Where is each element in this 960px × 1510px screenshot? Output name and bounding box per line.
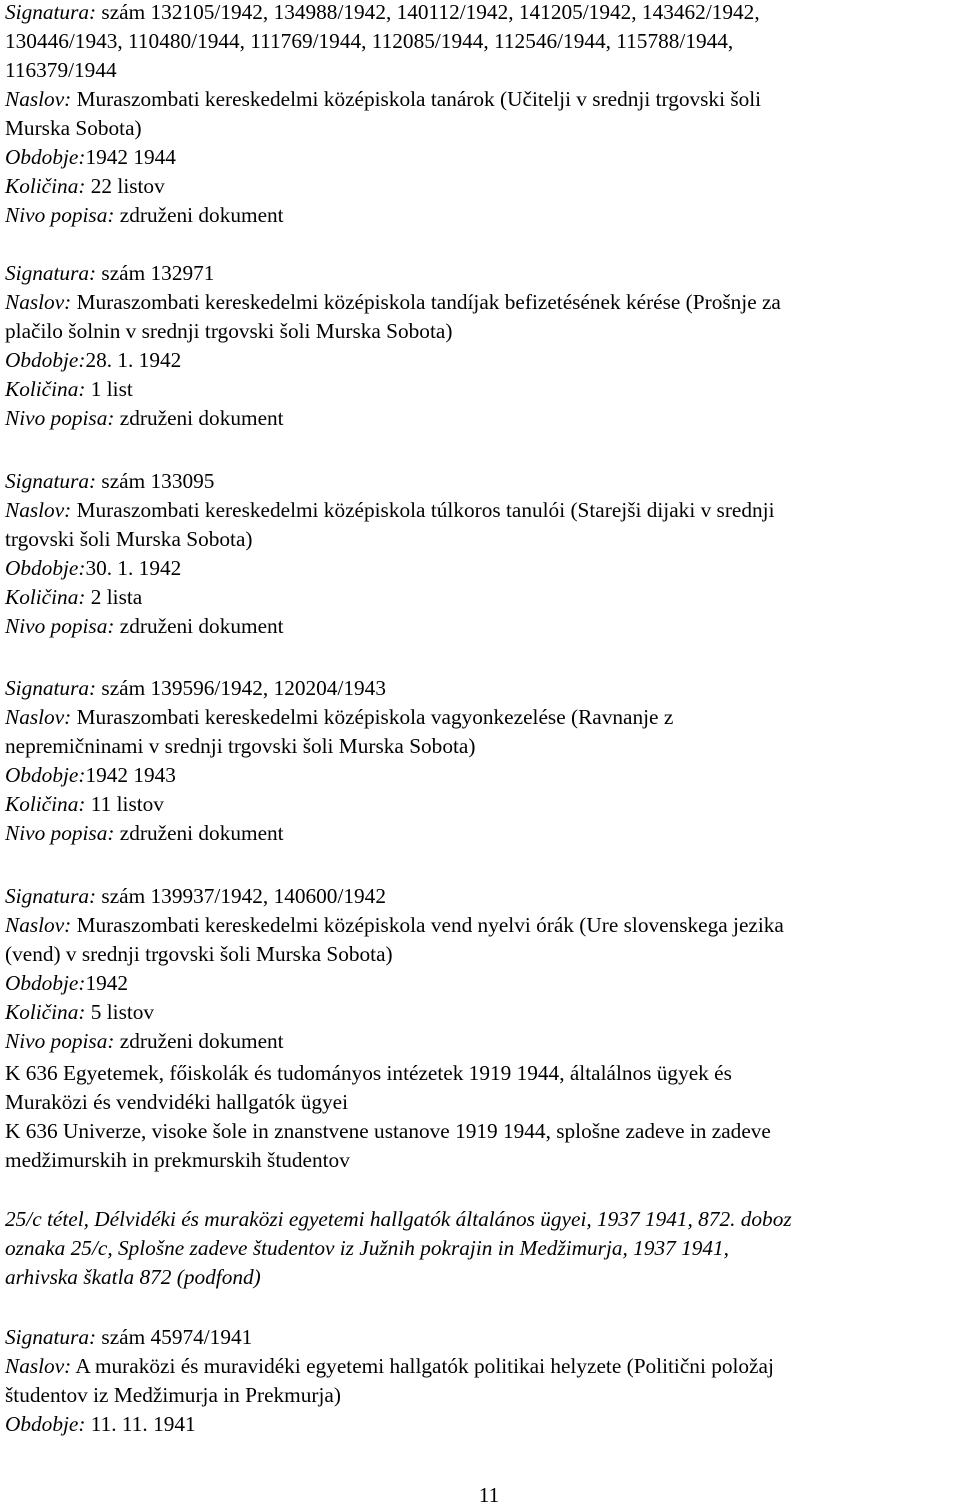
naslov-label: Naslov:: [5, 290, 72, 314]
naslov-value: Muraszombati kereskedelmi középiskola vend nyelvi órák (Ure slovenskega jezika: [71, 913, 784, 937]
record-5-nivo: [5, 1027, 284, 1056]
obdobje-label: Obdobje:: [5, 348, 86, 372]
signatura-value: szám 139596/1942, 120204/1943: [96, 676, 386, 700]
record-2-obdobje: [5, 346, 181, 375]
kolicina-value: 2 lista: [85, 585, 143, 609]
record-2-naslov-line-1: [5, 288, 781, 317]
signatura-label: Signatura:: [5, 0, 97, 24]
record-5-kolicina: [5, 998, 154, 1027]
kolicina-value: 11 listov: [85, 792, 164, 816]
kolicina-value: 22 listov: [85, 174, 165, 198]
nivo-label: Nivo popisa:: [5, 821, 115, 845]
signatura-label: Signatura:: [5, 676, 97, 700]
record-2-kolicina: [5, 375, 133, 404]
obdobje-label: Obdobje:: [5, 971, 86, 995]
signatura-value: szám 139937/1942, 140600/1942: [96, 884, 386, 908]
record-4-naslov-line-2: nepremičninami v srednji trgovski šoli Murska Sobota): [5, 734, 476, 758]
nivo-value: združeni dokument: [114, 203, 284, 227]
record-1-signatura-line-1: [5, 0, 760, 27]
record-6-naslov-line-1: [5, 1352, 774, 1381]
record-5-naslov-line-1: [5, 911, 784, 940]
naslov-value: Muraszombati kereskedelmi középiskola tandíjak befizetésének kérése (Prošnje za: [71, 290, 781, 314]
record-2-nivo: [5, 404, 284, 433]
record-4-signatura: [5, 674, 386, 703]
signatura-label: Signatura:: [5, 261, 97, 285]
record-3-signatura: [5, 467, 214, 496]
signatura-label: Signatura:: [5, 1325, 97, 1349]
nivo-label: Nivo popisa:: [5, 406, 115, 430]
naslov-value: Muraszombati kereskedelmi középiskola vagyonkezelése (Ravnanje z: [71, 705, 674, 729]
naslov-label: Naslov:: [5, 1354, 72, 1378]
signatura-value: szám 133095: [96, 469, 215, 493]
record-4-kolicina: [5, 790, 164, 819]
fond-line-3: K 636 Univerze, visoke šole in znanstvene ustanove 1919 1944, splošne zadeve in zadeve: [5, 1119, 771, 1143]
record-1-naslov-line-2: Murska Sobota): [5, 116, 142, 140]
kolicina-label: Količina:: [5, 377, 86, 401]
kolicina-label: Količina:: [5, 792, 86, 816]
obdobje-value: 1942 1943: [85, 763, 176, 787]
nivo-label: Nivo popisa:: [5, 614, 115, 638]
signatura-label: Signatura:: [5, 469, 97, 493]
record-3-obdobje: [5, 554, 181, 583]
record-5-naslov-line-2: (vend) v srednji trgovski šoli Murska Sobota): [5, 942, 393, 966]
record-1-obdobje: [5, 143, 176, 172]
nivo-label: Nivo popisa:: [5, 1029, 115, 1053]
nivo-value: združeni dokument: [114, 614, 284, 638]
record-4-obdobje: [5, 761, 176, 790]
record-6-obdobje: [5, 1410, 196, 1439]
subfond-line-2: oznaka 25/c, Splošne zadeve študentov iz Južnih pokrajin in Medžimurja, 1937 1941,: [5, 1236, 730, 1260]
kolicina-value: 5 listov: [85, 1000, 155, 1024]
nivo-value: združeni dokument: [114, 821, 284, 845]
record-1-kolicina: [5, 172, 165, 201]
naslov-value: Muraszombati kereskedelmi középiskola tanárok (Učitelji v srednji trgovski šoli: [71, 87, 762, 111]
fond-line-1: K 636 Egyetemek, főiskolák és tudományos intézetek 1919 1944, általálnos ügyek és: [5, 1061, 732, 1085]
signatura-value: szám 45974/1941: [96, 1325, 253, 1349]
record-5-signatura: [5, 882, 386, 911]
record-5-obdobje: [5, 969, 128, 998]
nivo-value: združeni dokument: [114, 406, 284, 430]
obdobje-label: Obdobje:: [5, 763, 86, 787]
kolicina-label: Količina:: [5, 585, 86, 609]
record-1-signatura-line-2: 130446/1943, 110480/1944, 111769/1944, 112085/1944, 112546/1944, 115788/1944,: [5, 29, 734, 53]
naslov-label: Naslov:: [5, 87, 72, 111]
record-1-nivo: [5, 201, 284, 230]
record-2-signatura: [5, 259, 214, 288]
obdobje-value: 30. 1. 1942: [85, 556, 182, 580]
subfond-line-1: 25/c tétel, Délvidéki és muraközi egyetemi hallgatók általános ügyei, 1937 1941, 872. doboz: [5, 1207, 792, 1231]
record-6-naslov-line-2: študentov iz Medžimurja in Prekmurja): [5, 1383, 341, 1407]
obdobje-value: 11. 11. 1941: [85, 1412, 196, 1436]
record-4-nivo: [5, 819, 284, 848]
fond-line-4: medžimurskih in prekmurskih študentov: [5, 1148, 350, 1172]
obdobje-value: 1942: [85, 971, 129, 995]
record-3-naslov-line-1: [5, 496, 775, 525]
nivo-value: združeni dokument: [114, 1029, 284, 1053]
page-number: 11: [478, 1483, 500, 1507]
obdobje-label: Obdobje:: [5, 145, 86, 169]
obdobje-label: Obdobje:: [5, 1412, 86, 1436]
kolicina-value: 1 list: [85, 377, 133, 401]
signatura-value: szám 132971: [96, 261, 215, 285]
kolicina-label: Količina:: [5, 1000, 86, 1024]
record-6-signatura: [5, 1323, 252, 1352]
obdobje-label: Obdobje:: [5, 556, 86, 580]
record-3-kolicina: [5, 583, 142, 612]
subfond-line-3: arhivska škatla 872 (podfond): [5, 1265, 261, 1289]
record-2-naslov-line-2: plačilo šolnin v srednji trgovski šoli Murska Sobota): [5, 319, 453, 343]
naslov-label: Naslov:: [5, 913, 72, 937]
record-1-naslov-line-1: [5, 85, 761, 114]
obdobje-value: 1942 1944: [85, 145, 176, 169]
obdobje-value: 28. 1. 1942: [85, 348, 182, 372]
signatura-value: szám 132105/1942, 134988/1942, 140112/1942, 141205/1942, 143462/1942,: [96, 0, 760, 24]
signatura-label: Signatura:: [5, 884, 97, 908]
record-3-nivo: [5, 612, 284, 641]
record-3-naslov-line-2: trgovski šoli Murska Sobota): [5, 527, 253, 551]
fond-line-2: Muraközi és vendvidéki hallgatók ügyei: [5, 1090, 349, 1114]
naslov-value: Muraszombati kereskedelmi középiskola túlkoros tanulói (Starejši dijaki v srednji: [71, 498, 775, 522]
record-4-naslov-line-1: [5, 703, 673, 732]
record-1-signatura-line-3: 116379/1944: [5, 58, 117, 82]
naslov-label: Naslov:: [5, 498, 72, 522]
kolicina-label: Količina:: [5, 174, 86, 198]
naslov-label: Naslov:: [5, 705, 72, 729]
nivo-label: Nivo popisa:: [5, 203, 115, 227]
naslov-value: A muraközi és muravidéki egyetemi hallgatók politikai helyzete (Politični položaj: [71, 1354, 774, 1378]
